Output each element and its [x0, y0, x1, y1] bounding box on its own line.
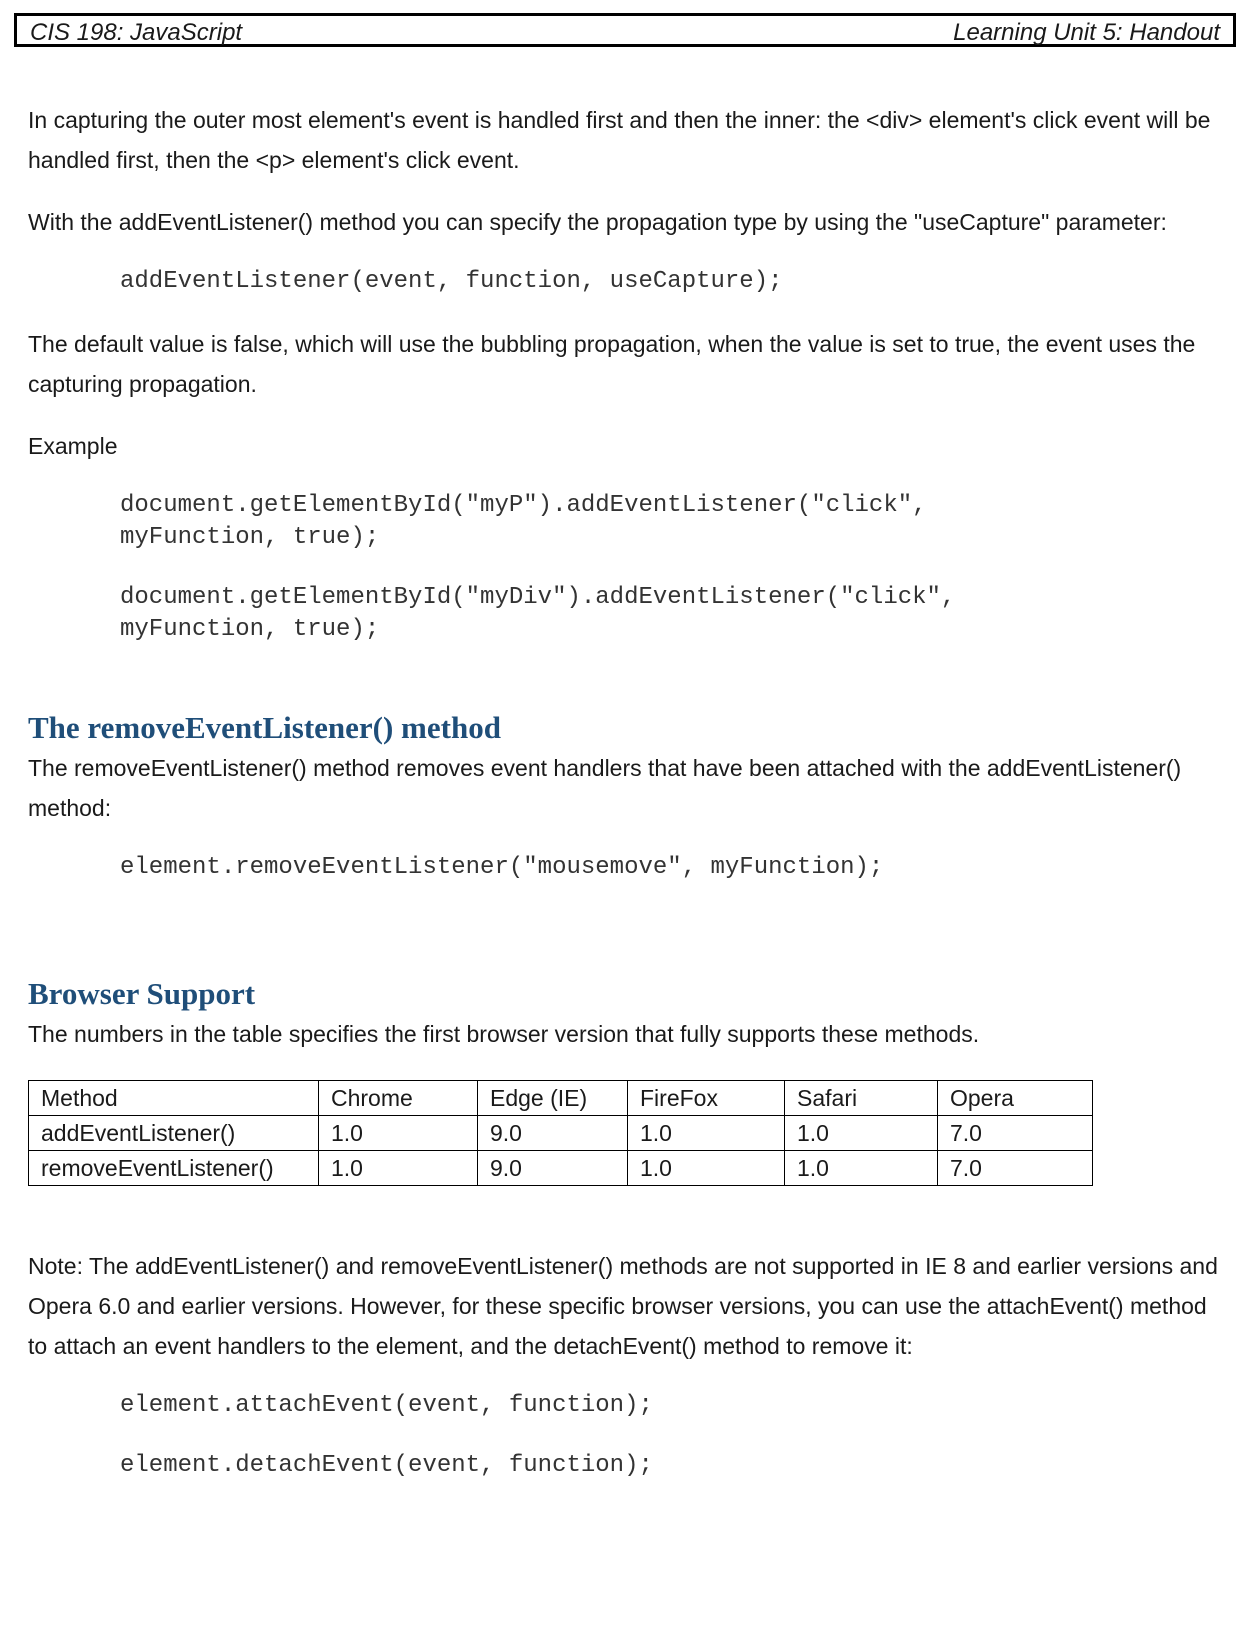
- remove-section-text: The removeEventListener() method removes event handlers that have been attached with the addEventListener() method:: [28, 755, 1182, 821]
- table-cell: 1.0: [785, 1151, 938, 1186]
- default-value-paragraph: The default value is false, which will use the bubbling propagation, when the value is set to true, the event uses the capturing propagation.: [28, 331, 1196, 397]
- table-header-cell: Chrome: [319, 1081, 478, 1116]
- table-cell: 1.0: [319, 1151, 478, 1186]
- table-header-cell: Opera: [938, 1081, 1093, 1116]
- note-paragraph: Note: The addEventListener() and removeEventListener() methods are not supported in IE 8 and earlier versions and Opera 6.0 and earlier versions. However, for these specific browser versions, you can use the attachEvent() method to attach an event handlers to the element, and the detachEvent() method to remove it:: [28, 1253, 1218, 1359]
- table-cell: 9.0: [478, 1116, 628, 1151]
- table-cell: 1.0: [785, 1116, 938, 1151]
- remove-section-heading: The removeEventListener() method: [28, 710, 501, 745]
- table-cell: removeEventListener(): [29, 1151, 319, 1186]
- usecapture-paragraph: With the addEventListener() method you can specify the propagation type by using the "useCapture" parameter:: [28, 209, 1167, 235]
- code-attach: element.attachEvent(event, function);: [120, 1392, 653, 1419]
- table-header-cell: Safari: [785, 1081, 938, 1116]
- table-header-row: [29, 1081, 1093, 1116]
- code-remove: element.removeEventListener("mousemove", myFunction);: [120, 854, 884, 881]
- course-title: CIS 198: JavaScript: [30, 19, 243, 46]
- table-cell: 1.0: [628, 1116, 785, 1151]
- table-cell: 9.0: [478, 1151, 628, 1186]
- page-header: [14, 13, 1236, 47]
- table-row: [29, 1151, 1093, 1186]
- table-cell: addEventListener(): [29, 1116, 319, 1151]
- code-example-2: document.getElementById("myDiv").addEventListener("click", myFunction, true);: [120, 584, 956, 643]
- code-example-1: document.getElementById("myP").addEventListener("click", myFunction, true);: [120, 492, 927, 551]
- unit-title: Learning Unit 5: Handout: [953, 19, 1220, 46]
- table-header-cell: Method: [29, 1081, 319, 1116]
- table-header-cell: FireFox: [628, 1081, 785, 1116]
- code-detach: element.detachEvent(event, function);: [120, 1452, 653, 1479]
- table-cell: 1.0: [319, 1116, 478, 1151]
- browser-support-table: [28, 1080, 1093, 1186]
- table-cell: 7.0: [938, 1151, 1093, 1186]
- browser-support-text: The numbers in the table specifies the first browser version that fully supports these methods.: [28, 1021, 980, 1047]
- capturing-paragraph: In capturing the outer most element's event is handled first and then the inner: the <div> element's click event will be handled first, then the <p> element's click event.: [28, 107, 1211, 173]
- code-signature: addEventListener(event, function, useCapture);: [120, 268, 783, 295]
- table-cell: 1.0: [628, 1151, 785, 1186]
- table-row: [29, 1116, 1093, 1151]
- handout-content: [28, 100, 1228, 1482]
- table-cell: 7.0: [938, 1116, 1093, 1151]
- example-label: Example: [28, 433, 118, 459]
- table-header-cell: Edge (IE): [478, 1081, 628, 1116]
- browser-support-heading: Browser Support: [28, 976, 256, 1011]
